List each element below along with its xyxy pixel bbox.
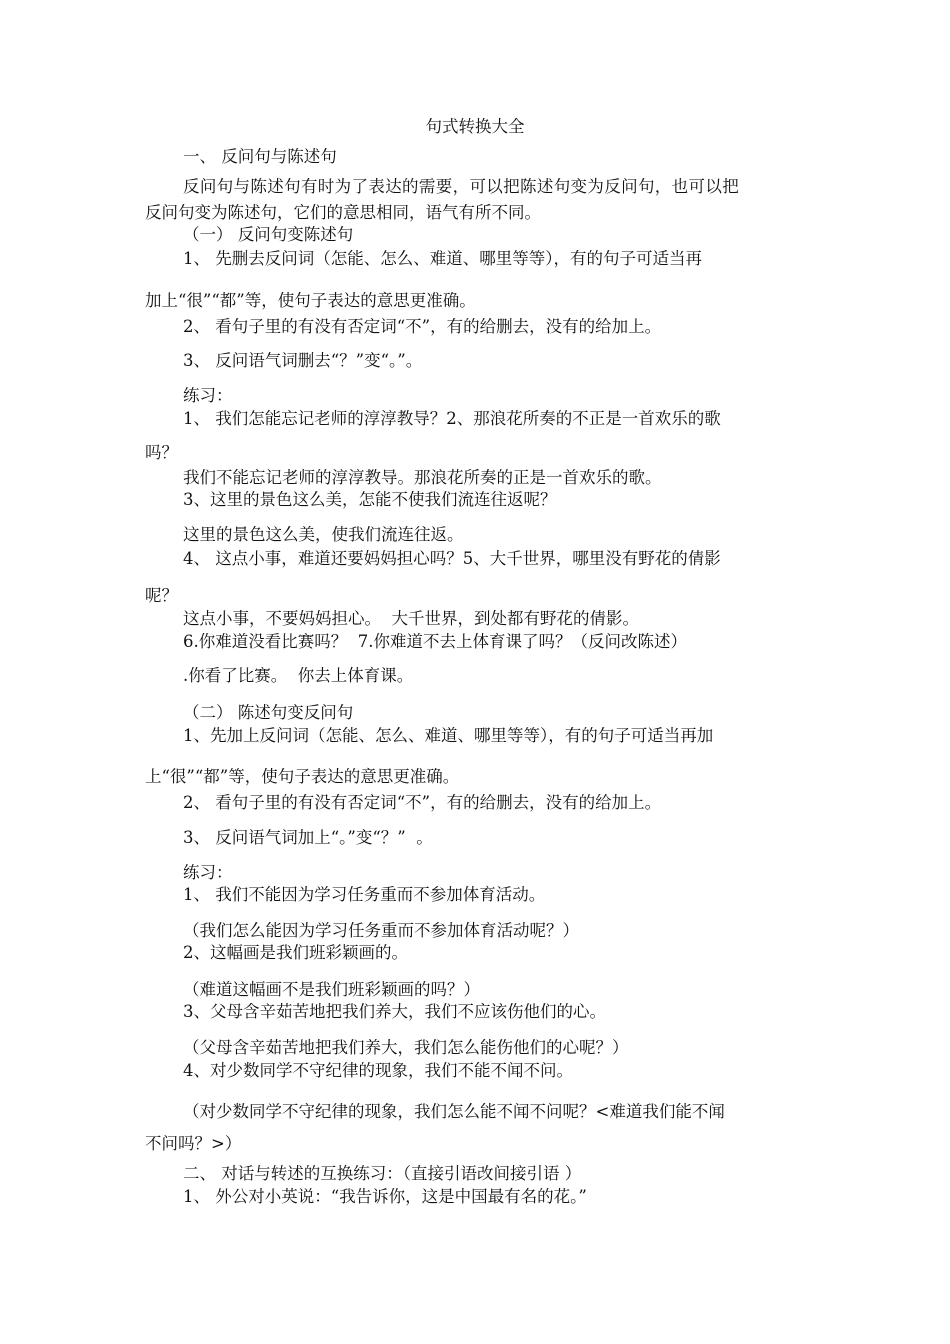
- paragraph-line: 3、这里的景色这么美，怎能不使我们流连往返呢？: [183, 490, 557, 509]
- paragraph-line: 1、 外公对小英说：“我告诉你，这是中国最有名的花。”: [183, 1187, 587, 1206]
- paragraph-line: （对少数同学不守纪律的现象，我们怎么能不闻不问呢？<难道我们能不闻: [183, 1102, 725, 1121]
- paragraph-line: 加上“很”“都”等，使句子表达的意思更准确。: [145, 291, 476, 310]
- paragraph-line: 4、 这点小事，难道还要妈妈担心吗？5、大千世界，哪里没有野花的倩影: [183, 549, 721, 568]
- paragraph-line: 我们不能忘记老师的淳淳教导。那浪花所奏的正是一首欢乐的歌。: [183, 468, 662, 487]
- paragraph-line: 反问句与陈述句有时为了表达的需要，可以把陈述句变为反问句，也可以把: [183, 177, 740, 196]
- paragraph-line: 6.你难道没看比赛吗？ 7.你难道不去上体育课了吗？（反问改陈述）: [183, 632, 687, 651]
- section-heading-1: 一、 反问句与陈述句: [183, 147, 337, 166]
- subsection-heading: （一） 反问句变陈述句: [183, 225, 354, 244]
- paragraph-line: 3、父母含辛茹苦地把我们养大，我们不应该伤他们的心。: [183, 1002, 606, 1021]
- paragraph-line: 4、对少数同学不守纪律的现象，我们不能不闻不问。: [183, 1061, 573, 1080]
- section-heading-2: 二、 对话与转述的互换练习：（直接引语改间接引语 ）: [183, 1164, 582, 1183]
- page-title: 句式转换大全: [425, 117, 525, 136]
- paragraph-line: 2、 看句子里的有没有否定词“不”，有的给删去，没有的给加上。: [183, 793, 662, 812]
- paragraph-line: （父母含辛茹苦地把我们养大，我们怎么能伤他们的心呢？）: [183, 1038, 629, 1057]
- paragraph-line: （我们怎么能因为学习任务重而不参加体育活动呢？）: [183, 921, 579, 940]
- paragraph-line: 2、 看句子里的有没有否定词“不”，有的给删去，没有的给加上。: [183, 317, 662, 336]
- paragraph-line: 3、 反问语气词删去“？”变“。”。: [183, 351, 423, 370]
- paragraph-line: 2、这幅画是我们班彩颖画的。: [183, 943, 408, 962]
- paragraph-line: 1、先加上反问词（怎能、怎么、难道、哪里等等），有的句子可适当再加: [183, 726, 714, 745]
- paragraph-line: 反问句变为陈述句，它们的意思相同，语气有所不同。: [145, 203, 541, 222]
- paragraph-line: 上“很”“都”等，使句子表达的意思更准确。: [145, 767, 460, 786]
- paragraph-line: 1、 我们怎能忘记老师的淳淳教导？2、那浪花所奏的不正是一首欢乐的歌: [183, 409, 721, 428]
- exercise-label: 练习：: [183, 863, 233, 882]
- paragraph-line: .你看了比赛。 你去上体育课。: [183, 666, 414, 685]
- paragraph-line: 1、 先删去反问词（怎能、怎么、难道、哪里等等），有的句子可适当再: [183, 249, 702, 268]
- exercise-label: 练习：: [183, 386, 233, 405]
- paragraph-line: 吗？: [145, 443, 178, 462]
- paragraph-line: 3、 反问语气词加上“。”变“？” 。: [183, 828, 433, 847]
- paragraph-line: 1、 我们不能因为学习任务重而不参加体育活动。: [183, 885, 546, 904]
- paragraph-line: 这点小事，不要妈妈担心。 大千世界，到处都有野花的倩影。: [183, 609, 639, 628]
- paragraph-line: 不问吗？>）: [145, 1134, 242, 1153]
- paragraph-line: 呢？: [145, 586, 178, 605]
- paragraph-line: 这里的景色这么美，使我们流连往返。: [183, 525, 464, 544]
- paragraph-line: （难道这幅画不是我们班彩颖画的吗？）: [183, 980, 480, 999]
- subsection-heading: （二） 陈述句变反问句: [183, 703, 354, 722]
